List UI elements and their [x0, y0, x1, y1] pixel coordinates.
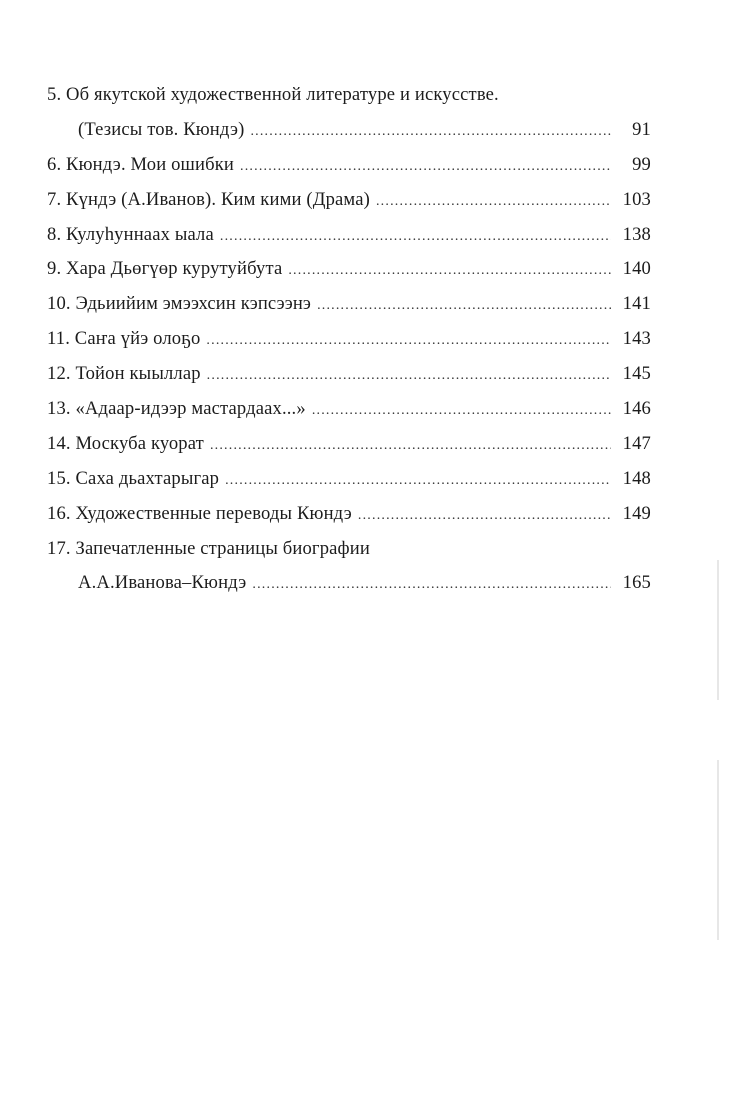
toc-entry-title: 14. Москуба куорат [47, 432, 204, 454]
toc-entry [47, 462, 651, 497]
toc-entry-title: 11. Саҥа үйэ олоҕо [47, 328, 201, 350]
toc-entry-page-number: 145 [622, 363, 651, 385]
toc-entry [47, 427, 651, 462]
toc-entry [47, 566, 651, 601]
toc-entry-title: 15. Саха дьахтарыгар [47, 467, 220, 489]
toc-entry [47, 252, 651, 287]
toc-dot-leader [288, 254, 611, 289]
toc-entry-title: А.А.Иванова–Кюндэ [78, 572, 247, 594]
toc-entry-page-number: 141 [622, 293, 651, 315]
toc-entry-page-number: 165 [622, 572, 651, 594]
toc-entry [47, 78, 651, 113]
toc-entry-title: 7. Күндэ (А.Иванов). Ким кими (Драма) [47, 188, 370, 210]
toc-entry [47, 287, 651, 322]
toc-entry-page-number: 148 [622, 467, 651, 489]
toc-entry-page-number: 91 [632, 118, 651, 140]
toc-entry [47, 357, 651, 392]
toc-entry-title: 10. Эдьиийим эмээхсин кэпсээнэ [47, 293, 312, 315]
toc-dot-leader [252, 568, 611, 603]
toc-entry-page-number: 140 [622, 258, 651, 280]
toc-entry-title: (Тезисы тов. Кюндэ) [78, 118, 245, 140]
toc-entry-page-number: 143 [622, 328, 651, 350]
toc-entry-title: 8. Кулуһуннаах ыала [47, 223, 214, 245]
toc-entry-title: 13. «Адаар-идээр мастардаах...» [47, 398, 306, 420]
toc-entry-title: 9. Хара Дьөгүөр курутуйбута [47, 258, 283, 280]
toc-dot-leader [312, 394, 611, 429]
toc-entry-page-number: 103 [622, 188, 651, 210]
toc-entry [47, 183, 651, 218]
toc-dot-leader [210, 429, 611, 464]
toc-entry-title: 5. Об якутской художественной литературе и искусстве. [47, 84, 499, 105]
toc-dot-leader [220, 220, 611, 255]
toc-dot-leader [225, 464, 611, 499]
toc-entry [47, 532, 651, 567]
toc-dot-leader [317, 289, 611, 324]
toc-entry-page-number: 146 [622, 398, 651, 420]
toc-dot-leader [358, 499, 611, 534]
table-of-contents [47, 78, 651, 601]
toc-dot-leader [376, 185, 611, 220]
toc-entry-title: 17. Запечатленные страницы биографии [47, 537, 370, 559]
scan-edge-mark [717, 760, 719, 940]
toc-entry [47, 322, 651, 357]
toc-dot-leader [240, 150, 611, 185]
toc-entry [47, 218, 651, 253]
toc-entry-page-number: 149 [622, 502, 651, 524]
toc-entry-page-number: 147 [622, 432, 651, 454]
toc-entry [47, 148, 651, 183]
toc-dot-leader [206, 324, 611, 359]
toc-entry-page-number: 138 [622, 223, 651, 245]
toc-entry-page-number: 99 [632, 153, 651, 175]
toc-entry [47, 497, 651, 532]
toc-entry [47, 113, 651, 148]
scan-edge-mark [717, 560, 719, 700]
toc-entry [47, 392, 651, 427]
toc-dot-leader [250, 115, 611, 150]
toc-entry-title: 16. Художественные переводы Кюндэ [47, 502, 352, 524]
toc-dot-leader [207, 359, 611, 394]
toc-entry-title: 6. Кюндэ. Мои ошибки [47, 153, 235, 175]
toc-entry-title: 12. Тойон кыыллар [47, 363, 201, 385]
